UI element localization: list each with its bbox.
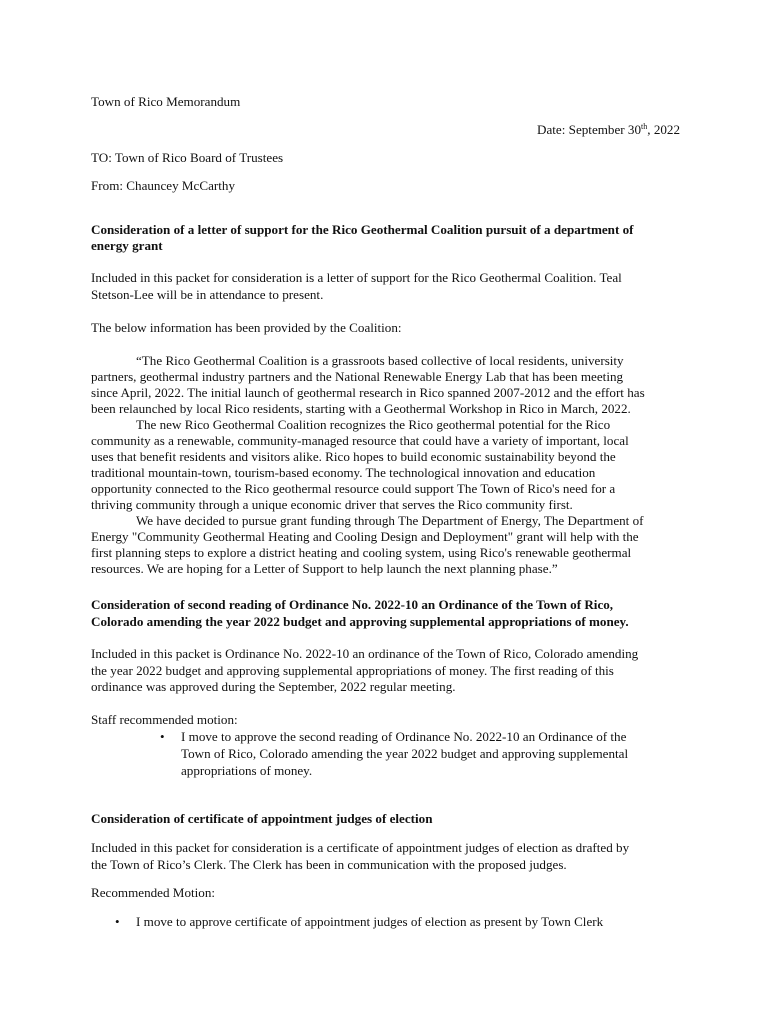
quote-line: been relaunched by local Rico residents, starting with a Geothermal Workshop in Rico in March, 2022. — [91, 401, 631, 416]
quote-line: The new Rico Geothermal Coalition recognizes the Rico geothermal potential for the Rico — [136, 417, 611, 432]
section2-title-line: Consideration of second reading of Ordinance No. 2022-10 an Ordinance of the Town of Rico, — [91, 597, 614, 612]
section3-body-line: the Town of Rico’s Clerk. The Clerk has been in communication with the proposed judges. — [91, 857, 567, 872]
date-suffix: , 2022 — [647, 122, 680, 137]
memo-from: From: Chauncey McCarthy — [91, 178, 236, 193]
section1-intro-line: Stetson-Lee will be in attendance to present. — [91, 287, 324, 302]
quote-line: Energy "Community Geothermal Heating and Cooling Design and Deployment" grant will help with the — [91, 529, 639, 544]
section3-title: Consideration of certificate of appointment judges of election — [91, 811, 433, 826]
quote-line: partners, geothermal industry partners and the National Renewable Energy Lab that has been meeting — [91, 369, 624, 384]
section3-motion-label: Recommended Motion: — [91, 885, 216, 900]
section2-motion-line: appropriations of money. — [181, 763, 313, 778]
bullet-icon: • — [115, 914, 120, 929]
section2-motion-label: Staff recommended motion: — [91, 712, 238, 727]
quote-line: resources. We are hoping for a Letter of Support to help launch the next planning phase.” — [91, 561, 558, 576]
section1-intro-line: Included in this packet for consideration is a letter of support for the Rico Geothermal Coalition. Teal — [91, 270, 622, 285]
memo-to: TO: Town of Rico Board of Trustees — [91, 150, 284, 165]
quote-line: We have decided to pursue grant funding through The Department of Energy, The Department of — [136, 513, 644, 528]
memo-heading: Town of Rico Memorandum — [91, 94, 241, 109]
section1-title-line: energy grant — [91, 238, 163, 253]
quote-line: “The Rico Geothermal Coalition is a grassroots based collective of local residents, university — [136, 353, 624, 368]
quote-line: opportunity connected to the Rico geothermal resource could support The Town of Rico's need for a — [91, 481, 616, 496]
section3-body-line: Included in this packet for consideration is a certificate of appointment judges of election as drafted by — [91, 840, 630, 855]
bullet-icon: • — [160, 729, 165, 744]
quote-line: uses that benefit residents and visitors alike. Rico hopes to build economic sustainability beyond the — [91, 449, 616, 464]
section2-motion-line: Town of Rico, Colorado amending the year 2022 budget and approving supplemental — [181, 746, 629, 761]
date-prefix: Date: September 30 — [537, 122, 642, 137]
quote-line: first planning steps to explore a district heating and cooling system, using Rico's renewable geothermal — [91, 545, 632, 560]
quote-line: traditional mountain-town, tourism-based economy. The technological innovation and education — [91, 465, 596, 480]
section2-body-line: the year 2022 budget and approving supplemental appropriations of money. The first reading of this — [91, 663, 614, 678]
section2-body-line: Included in this packet is Ordinance No. 2022-10 an ordinance of the Town of Rico, Colorado amending — [91, 646, 639, 661]
quote-line: since April, 2022. The initial launch of geothermal research in Rico spanned 2007-2012 and the effort has — [91, 385, 645, 400]
section1-title-line: Consideration of a letter of support for the Rico Geothermal Coalition pursuit of a department of — [91, 222, 634, 237]
section2-body-line: ordinance was approved during the September, 2022 regular meeting. — [91, 679, 456, 694]
quote-line: thriving community through a unique economic driver that serves the Rico community first. — [91, 497, 573, 512]
memo-date — [537, 122, 680, 138]
section2-motion-line: I move to approve the second reading of Ordinance No. 2022-10 an Ordinance of the — [181, 729, 627, 744]
date-superscript: th — [641, 122, 648, 131]
section2-title-line: Colorado amending the year 2022 budget and approving supplemental appropriations of money. — [91, 614, 629, 629]
quote-line: community as a renewable, community-managed resource that could have a variety of important, local — [91, 433, 629, 448]
section3-motion: I move to approve certificate of appointment judges of election as present by Town Clerk — [136, 914, 604, 929]
section1-provided: The below information has been provided by the Coalition: — [91, 320, 402, 335]
